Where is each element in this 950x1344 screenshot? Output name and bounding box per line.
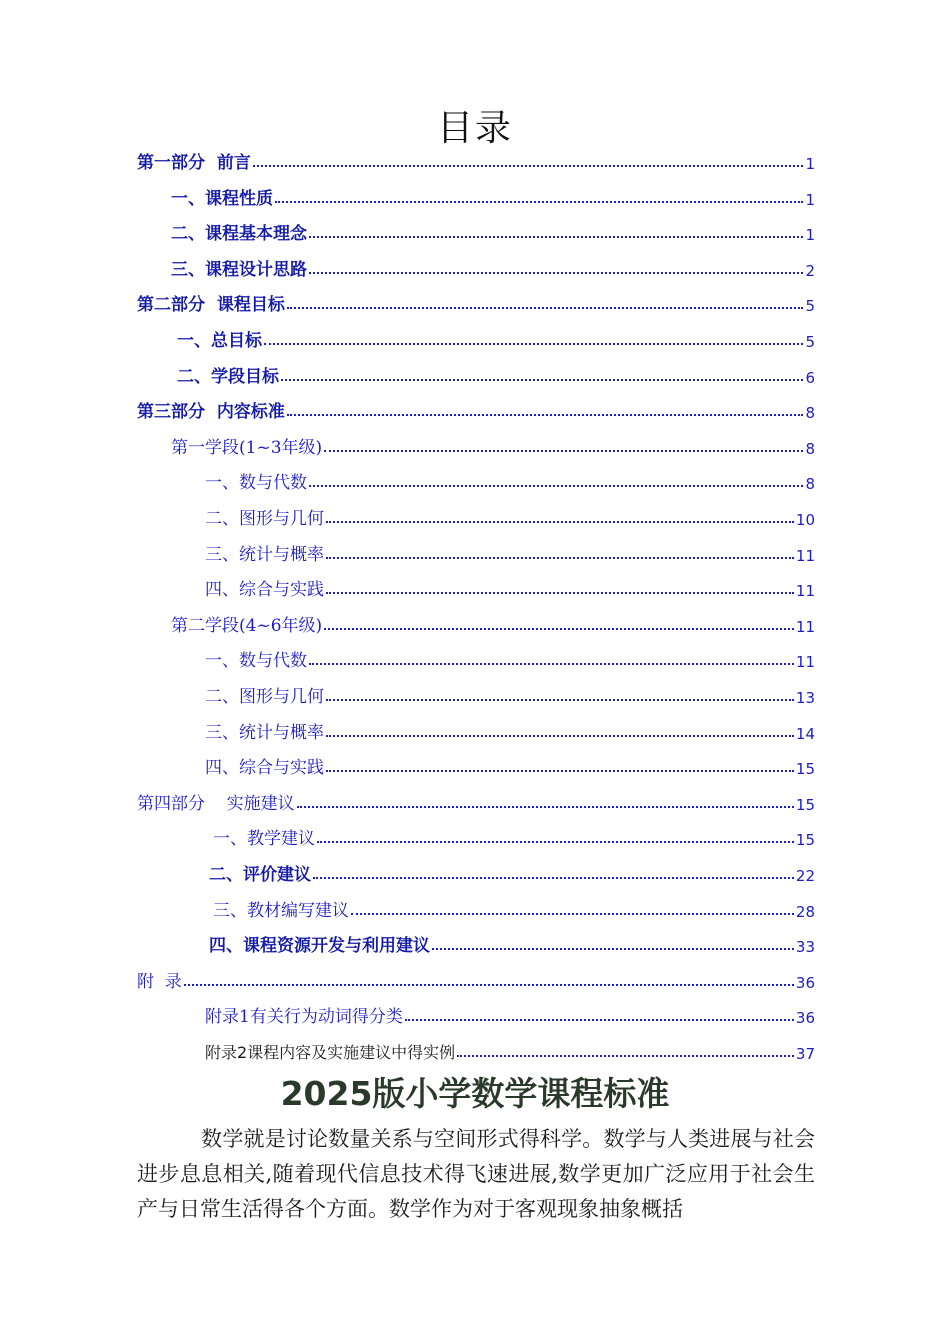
toc-page-number: 11: [795, 653, 815, 672]
toc-page-number: 8: [805, 404, 815, 423]
toc-entry[interactable]: [137, 285, 815, 315]
toc-page-number: 2: [805, 261, 815, 280]
toc-entry-label: 第二部分 课程目标: [137, 295, 285, 316]
toc-entry[interactable]: [137, 997, 815, 1027]
toc-entry[interactable]: [137, 570, 815, 600]
toc-page-number: 1: [805, 190, 815, 209]
toc-entry[interactable]: [137, 677, 815, 707]
toc-entry-label: 二、图形与几何: [205, 509, 324, 529]
toc-leader-dots: [351, 913, 794, 915]
toc-entry[interactable]: [137, 891, 815, 921]
toc-entry-label: 第一部分 前言: [137, 153, 251, 173]
toc-entry[interactable]: [137, 357, 815, 387]
toc-entry[interactable]: [137, 214, 815, 244]
toc-page-number: 8: [805, 475, 815, 494]
toc-leader-dots: [326, 592, 794, 594]
toc-leader-dots: [326, 735, 794, 737]
toc-entry-label: 一、总目标: [177, 331, 262, 351]
toc-leader-dots: [324, 628, 794, 630]
toc-leader-dots: [313, 877, 794, 879]
toc-leader-dots: [264, 343, 803, 345]
toc-entry-label: 第二学段(4~6年级): [171, 615, 323, 636]
toc-leader-dots: [457, 1055, 794, 1057]
toc-entry-label: 四、课程资源开发与利用建议: [209, 936, 430, 957]
toc-entry-label: 一、课程性质: [171, 188, 273, 209]
toc-page-number: 15: [795, 760, 815, 779]
toc-page-number: 1: [805, 155, 815, 173]
toc-leader-dots: [326, 557, 794, 559]
toc-entry[interactable]: [137, 143, 815, 173]
toc-leader-dots: [297, 806, 794, 808]
toc-page-number: 15: [795, 795, 815, 814]
toc-entry-label: 一、教学建议: [213, 829, 315, 850]
toc-entry[interactable]: [137, 535, 815, 565]
toc-page-number: 6: [805, 368, 815, 387]
toc-entry-label: 第一学段(1~3年级): [171, 437, 323, 458]
toc-leader-dots: [309, 236, 803, 238]
toc-leader-dots: [287, 414, 804, 416]
toc-leader-dots: [287, 307, 804, 309]
toc-entry[interactable]: [137, 819, 815, 849]
toc-entry-label: 附 录: [137, 971, 182, 992]
toc-entry[interactable]: [137, 713, 815, 743]
toc-entry-label: 四、综合与实践: [205, 758, 324, 779]
toc-page-number: 22: [795, 867, 815, 885]
toc-entry[interactable]: [137, 250, 815, 280]
toc-entry[interactable]: [137, 1033, 815, 1063]
toc-page-number: 1: [805, 226, 815, 245]
toc-page-number: 5: [805, 297, 815, 316]
toc-leader-dots: [326, 521, 794, 523]
toc-leader-dots: [281, 379, 803, 381]
toc-page-number: 36: [795, 973, 815, 992]
toc-entry-label: 二、图形与几何: [205, 687, 324, 707]
body-paragraph: [137, 1122, 815, 1227]
toc-entry[interactable]: [137, 641, 815, 671]
toc-entry-label: 三、统计与概率: [205, 722, 324, 743]
toc-page-number: 14: [795, 724, 815, 743]
toc-leader-dots: [309, 485, 803, 487]
toc-leader-dots: [253, 165, 804, 167]
toc-page-number: 36: [795, 1009, 815, 1028]
toc-entry-label: 四、综合与实践: [205, 580, 324, 601]
toc-page-number: 37: [795, 1045, 815, 1063]
toc-leader-dots: [317, 841, 794, 843]
toc-entry[interactable]: [137, 855, 815, 885]
paragraph-text: 数学就是讨论数量关系与空间形式得科学。数学与人类进展与社会进步息息相关,随着现代信息技术得飞速进展,数学更加广泛应用于社会生产与日常生活得各个方面。数学作为对于客观现象抽象概括: [137, 1127, 815, 1221]
toc-entry[interactable]: [137, 784, 815, 814]
toc-entry-label: 一、数与代数: [205, 473, 307, 494]
toc-entry-label: 三、教材编写建议: [213, 900, 349, 921]
toc-entry[interactable]: [137, 962, 815, 992]
toc-entry[interactable]: [137, 499, 815, 529]
toc-entry-label: 二、学段目标: [177, 366, 279, 387]
toc-entry[interactable]: [137, 606, 815, 636]
toc-entry-label: 二、课程基本理念: [171, 224, 307, 245]
toc-entry-label: 一、数与代数: [205, 651, 307, 672]
toc-entry-label: 附录2课程内容及实施建议中得实例: [205, 1043, 456, 1062]
toc-entry[interactable]: [137, 463, 815, 493]
toc-page-number: 8: [805, 439, 815, 458]
toc-leader-dots: [326, 770, 794, 772]
toc-entry[interactable]: [137, 748, 815, 778]
toc-page-number: 13: [795, 689, 815, 707]
toc-entry[interactable]: [137, 926, 815, 956]
toc-leader-dots: [309, 272, 803, 274]
toc-entry-label: 二、评价建议: [209, 865, 311, 885]
toc-page-number: 11: [795, 546, 815, 565]
toc-leader-dots: [326, 699, 794, 701]
toc-leader-dots: [309, 663, 794, 665]
toc-page-number: 11: [795, 582, 815, 601]
toc-leader-dots: [432, 948, 794, 950]
toc-entry[interactable]: [137, 179, 815, 209]
toc-leader-dots: [324, 450, 803, 452]
toc-leader-dots: [184, 984, 794, 986]
document-title: 2025版小学数学课程标准: [280, 1074, 670, 1113]
toc-entry-label: 三、课程设计思路: [171, 259, 307, 280]
toc-page-number: 33: [795, 938, 815, 957]
toc-entry-label: 三、统计与概率: [205, 544, 324, 565]
toc-page-number: 11: [795, 617, 815, 636]
toc-entry-label: 第三部分 内容标准: [137, 402, 285, 423]
toc-leader-dots: [405, 1019, 794, 1021]
toc-title: 目录: [436, 108, 513, 149]
toc-page-number: 10: [795, 511, 815, 529]
toc-entry-label: 附录1有关行为动词得分类: [205, 1007, 403, 1028]
toc-entry[interactable]: [137, 321, 815, 351]
toc-entry-label: 第四部分 实施建议: [137, 793, 295, 814]
toc-entry[interactable]: [137, 392, 815, 422]
toc-leader-dots: [275, 201, 803, 203]
toc-entry[interactable]: [137, 428, 815, 458]
toc-page-number: 28: [795, 902, 815, 921]
toc-page-number: 5: [805, 333, 815, 351]
toc-page-number: 15: [795, 831, 815, 850]
